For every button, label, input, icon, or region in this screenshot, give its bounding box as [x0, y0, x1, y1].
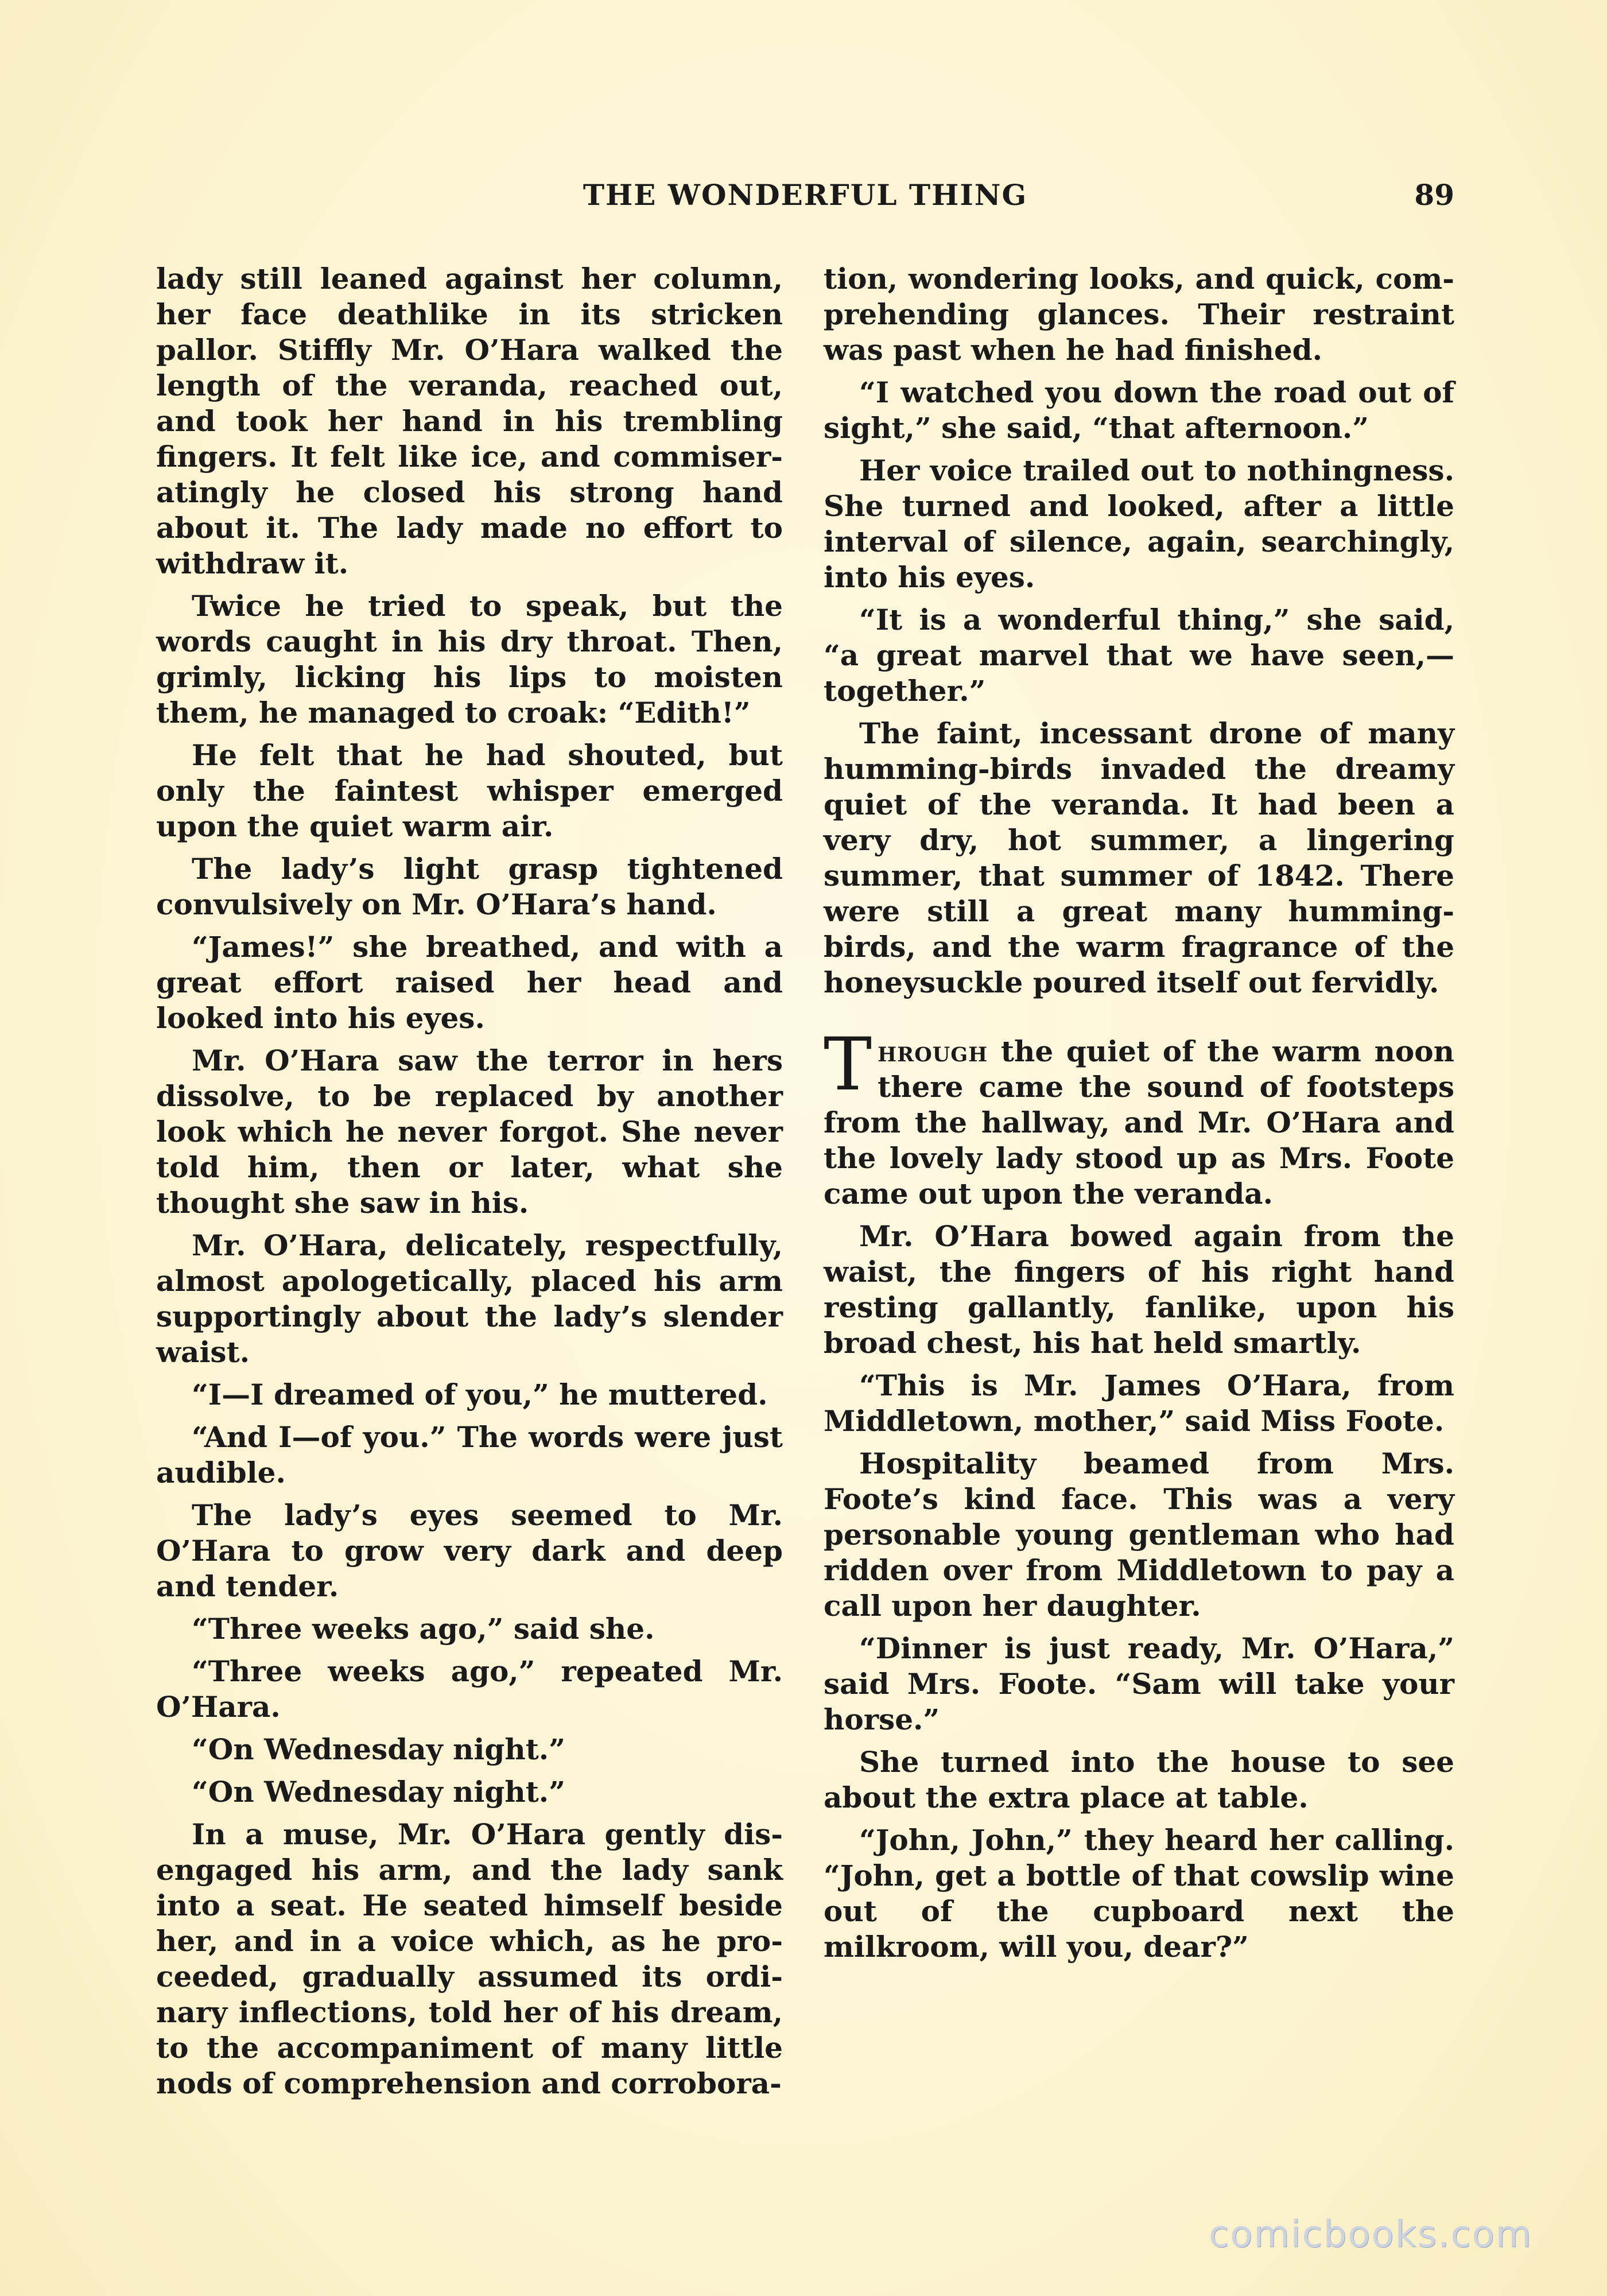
page-number: 89: [1414, 178, 1454, 212]
paragraph: lady still leaned against her column, her face deathlike in its stricken pallor. Stiffly Mr. O’Hara walked the length of the veranda, reached out, and took her hand in his trembling fingers. It felt like ice, and commiseratingly he closed his strong hand about it. The lady made no effort to withdraw it.: [156, 262, 783, 580]
paragraph: Mr. O’Hara bowed again from the waist, the fingers of his right hand resting gallantly, fanlike, upon his broad chest, his hat held smartly.: [824, 1219, 1454, 1360]
paragraph: “Three weeks ago,” repeated Mr. O’Hara.: [156, 1654, 783, 1724]
paragraph: “Three weeks ago,” said she.: [192, 1612, 655, 1646]
paragraph: In a muse, Mr. O’Hara gently disengaged his arm, and the lady sank into a seat. He seated himself beside her, and in a voice which, as he proceeded, gradually assumed its ordinary inflections, told her of his dream, to the accompaniment of many little nods of comprehension and corrobora-: [156, 1817, 783, 2100]
paragraph: He felt that he had shouted, but only the faintest whisper emerged upon the quiet warm air.: [156, 738, 783, 843]
paragraph: The faint, incessant drone of many humming-birds invaded the dreamy quiet of the veranda. It had been a very dry, hot summer, a lingering summer, that summer of 1842. There were still a great many humming-birds, and the warm fragrance of the honeysuckle poured itself out fervidly.: [824, 716, 1454, 999]
paragraph: “This is Mr. James O’Hara, from Middletown, mother,” said Miss Foote.: [824, 1368, 1454, 1438]
right-column: [824, 261, 1454, 1972]
left-column: [156, 261, 783, 2108]
paragraph: Mr. O’Hara saw the terror in hers dissolve, to be replaced by another look which he never forgot. She never told him, then or later, what she thought she saw in his.: [156, 1044, 783, 1220]
paragraph: She turned into the house to see about the extra place at table.: [824, 1745, 1454, 1814]
paragraph: The lady’s eyes seemed to Mr. O’Hara to grow very dark and deep and tender.: [156, 1498, 783, 1603]
paragraph: tion, wondering looks, and quick, comprehending glances. Their restraint was past when he had finished.: [824, 262, 1454, 367]
small-caps-lead: hrough: [878, 1034, 988, 1068]
paragraph: “Dinner is just ready, Mr. O’Hara,” said Mrs. Foote. “Sam will take your horse.”: [824, 1631, 1454, 1736]
paragraph: “On Wednesday night.”: [192, 1732, 565, 1766]
watermark: comicbooks.com: [1208, 2213, 1532, 2256]
paragraph: “On Wednesday night.”: [192, 1775, 565, 1809]
running-head: [156, 178, 1454, 224]
paragraph: “And I—of you.” The words were just audible.: [156, 1420, 783, 1490]
running-title: THE WONDERFUL THING: [583, 178, 1028, 212]
section-first-paragraph: [824, 1022, 1454, 1212]
paragraph-text: the quiet of the warm noon there came the sound of footsteps from the hallway, and Mr. O’Hara and the lovely lady stood up as Mrs. Foote came out upon the veranda.: [824, 1034, 1454, 1211]
paragraph: Mr. O’Hara, delicately, respectfully, almost apologetically, placed his arm supportingly about the lady’s slender waist.: [156, 1228, 783, 1369]
paragraph: “I watched you down the road out of sight,” she said, “that afternoon.”: [824, 375, 1454, 445]
paragraph: “I—I dreamed of you,” he muttered.: [192, 1378, 768, 1411]
drop-cap: T: [824, 1022, 872, 1107]
paragraph: “John, John,” they heard her calling. “John, get a bottle of that cowslip wine out of the cupboard next the milkroom, will you, dear?”: [824, 1823, 1454, 1964]
paragraph: Twice he tried to speak, but the words caught in his dry throat. Then, grimly, licking his lips to moisten them, he managed to croak: “Edith!”: [156, 589, 783, 730]
paragraph: “It is a wonderful thing,” she said, “a great marvel that we have seen,—together.”: [824, 603, 1454, 708]
paragraph: Her voice trailed out to nothingness. She turned and looked, after a little interval of silence, again, searchingly, into his eyes.: [824, 453, 1454, 594]
paragraph: Hospitality beamed from Mrs. Foote’s kind face. This was a very personable young gentleman who had ridden over from Middletown to pay a call upon her daughter.: [824, 1446, 1454, 1623]
paragraph: “James!” she breathed, and with a great effort raised her head and looked into his eyes.: [156, 930, 783, 1035]
paragraph: The lady’s light grasp tightened convulsively on Mr. O’Hara’s hand.: [156, 852, 783, 921]
